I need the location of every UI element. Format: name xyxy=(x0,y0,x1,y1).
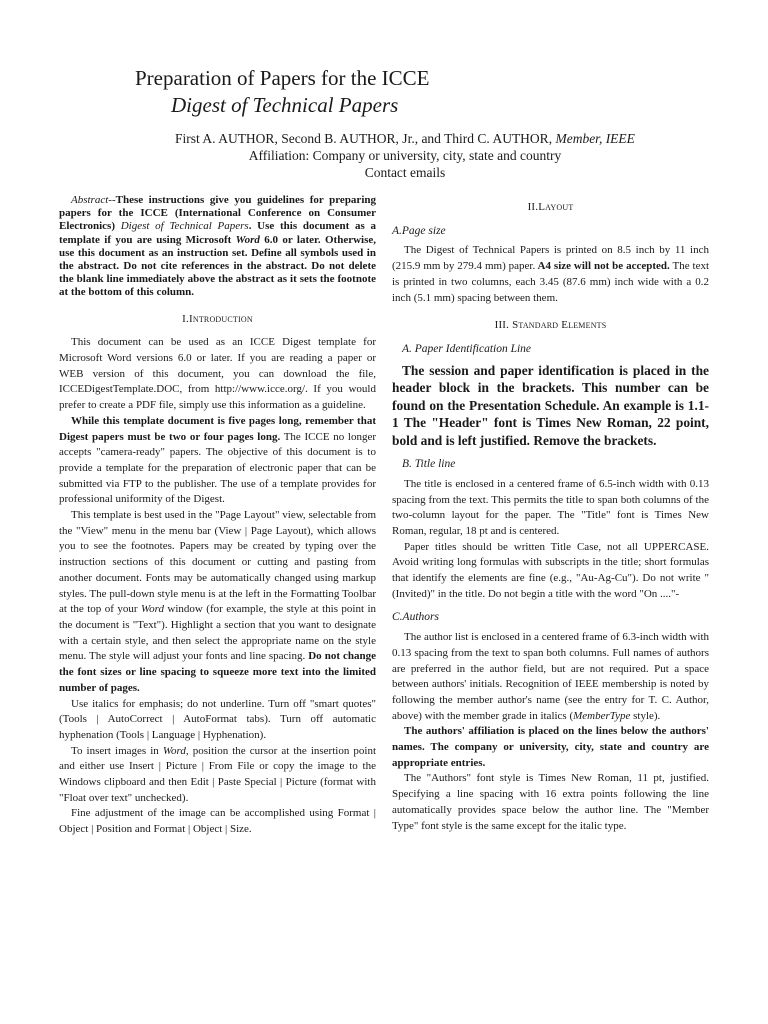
page-size-bold: A4 size will not be accepted. xyxy=(535,260,670,273)
authors-p1-italic: MemberType xyxy=(573,709,631,722)
abstract-part-3: . Use this document as a template if you are using Microsoft xyxy=(59,220,376,246)
paper-title: Preparation of Papers for the ICCE xyxy=(135,66,430,90)
title-line-paragraph-2: Paper titles should be written Title Case, not all UPPERCASE. Avoid writing long formulas with subscripts in the title; short formulas that identify the elements are fine (e.g., "Au-Ag-Cu"). Do not write "(Invited)" in the title. Do not begin a title with the word "On ...."- xyxy=(392,540,709,600)
authors-p1-b: style). xyxy=(630,709,661,722)
paper-id-paragraph: The session and paper identification is placed in the header block in the brackets. This number can be found on the Presentation Schedule. An example is 1.1-1 The "Header" font is Times New Roman, 22 point, bold and is left justified. Remove the brackets. xyxy=(392,362,709,448)
author-block xyxy=(145,130,665,181)
section-heading-layout: II.Layout xyxy=(527,201,574,213)
abstract-part-4: Word xyxy=(235,233,260,246)
intro-p2-bold: While this template document is five pages long, remember that Digest papers must be two or four pages long. xyxy=(59,414,376,443)
intro-p5-a: To insert images in xyxy=(71,744,159,757)
authors-p1-a: The author list is enclosed in a centered frame of 6.3-inch width with 0.13 spacing from the text to span both columns. Full names of authors are preferred in the author field, but are not required. Put a space between authors' initials. Recognition of IEEE membership is noted by following the member author's name (see the entry for T. C. Author, above) with the member grade in italics ( xyxy=(392,631,709,722)
right-column xyxy=(392,194,709,834)
intro-paragraph-1: This document can be used as an ICCE Digest template for Microsoft Word versions 6.0 or later. If you are reading a paper or WEB version of this document, you can download the file, ICCEDigestTemplate.DOC, from http://www.icce.org/. If you would prefer to create a PDF file, simply use this information as a guideline. xyxy=(59,336,376,412)
intro-p3-a: This template is best used in the "Page Layout" view, selectable from the "View" menu in the menu bar (View | Page Layout), which allows you to see the footnotes. Papers may be created by typing over the instruction sections of this document or cutting and pasting from another document. Fonts may be automatically changed using markup styles. The pull-down style menu is at the left in the Formatting Toolbar at the top of your xyxy=(59,509,376,616)
intro-p5-word: Word xyxy=(162,744,186,757)
abstract-part-2: Digest of Technical Papers xyxy=(120,220,249,233)
abstract-part-5: 6.0 or later. Otherwise, use this document as an instruction set. Define all symbols used in the abstract. Do not cite references in the abstract. Do not delete the blank line immediately above the abstract as it sets the footnote at the bottom of this column. xyxy=(59,233,377,299)
page-size-paragraph xyxy=(392,243,709,306)
intro-p2-text: The ICCE no longer accepts "camera-ready" papers. The objective of this document is to provide a template for the preparation of electronic paper that can be submitted via FTP to the publisher. The use of a template provides for professional uniformity of the Digest. xyxy=(59,430,376,506)
page-size-text-a: The Digest of Technical Papers is printed on 8.5 inch by 11 inch (215.9 mm by 279.4 mm) paper. xyxy=(392,244,709,273)
member-grade: Member, IEEE xyxy=(555,131,635,146)
abstract-part-1: These instructions give you guidelines for preparing papers for the ICCE (International Conference on Consumer Electronics) xyxy=(59,194,376,233)
author-names xyxy=(145,130,665,147)
intro-paragraph-4: Use italics for emphasis; do not underline. Turn off "smart quotes" (Tools | AutoCorrect | AutoFormat tabs). Turn off automatic hyphenation (Tools | Language | Hyphenation). xyxy=(59,697,376,741)
intro-paragraph-3 xyxy=(59,508,376,696)
intro-p3-bold: Do not change the font sizes or line spacing to squeeze more text into the limited number of pages. xyxy=(59,650,376,694)
intro-paragraph-6: Fine adjustment of the image can be accomplished using Format | Object | Position and Format | Object | Size. xyxy=(59,807,376,836)
subsection-heading-authors: C.Authors xyxy=(392,611,439,624)
subsection-heading-paper-id: A. Paper Identification Line xyxy=(402,342,532,355)
authors-paragraph-3: The "Authors" font style is Times New Roman, 11 pt, justified. Specifying a line spacing with 16 extra points following the line automatically provides space below the author line. The "Member Type" font style is the same except for the italic type. xyxy=(392,772,709,832)
abstract-label: Abstract xyxy=(71,194,109,206)
contact-emails: Contact emails xyxy=(364,165,446,180)
subsection-heading-page-size: A.Page size xyxy=(392,224,446,237)
section-heading-standard-elements: III. Standard Elements xyxy=(494,319,607,332)
intro-p3-word: Word xyxy=(140,603,164,616)
page-size-text-b: The text is printed in two columns, each 3.45 (87.6 mm) inch wide with a 0.2 inch (5.1 mm) spacing between them. xyxy=(392,260,710,304)
abstract-text xyxy=(59,194,376,300)
intro-paragraph-5 xyxy=(59,744,376,807)
intro-p5-b: , position the cursor at the insertion point and either use Insert | Picture | From File or copy the image to the Windows clipboard and then Edit | Paste Special | Picture (format with "Float over text" unchecked). xyxy=(59,744,377,804)
left-column xyxy=(59,194,376,838)
abstract-dash: -- xyxy=(108,194,116,206)
intro-p3-b: window (for example, the style at this point in the document is "Text"). Highlight a section that you want to designate with a certain style, and then select the appropriate name on the style menu. The style will adjust your fonts and line spacing. xyxy=(59,603,377,663)
title-line-paragraph-1: The title is enclosed in a centered frame of 6.5-inch width with 0.13 spacing from the text. This permits the title to span both columns of the two-column layout for the paper. The "Title" font is Times New Roman, regular, 18 pt and is centered. xyxy=(392,477,709,537)
author-list: First A. AUTHOR, Second B. AUTHOR, Jr., and Third C. AUTHOR, xyxy=(175,131,553,146)
section-heading-introduction: I.Introduction xyxy=(182,312,253,325)
affiliation: Affiliation: Company or university, city, state and country xyxy=(248,148,562,163)
intro-paragraph-2 xyxy=(59,414,376,508)
authors-paragraph-2: The authors' affiliation is placed on the lines below the authors' names. The company or university, city, state and country are appropriate entries. xyxy=(392,725,709,769)
abstract xyxy=(59,194,376,300)
paper-subtitle: Digest of Technical Papers xyxy=(171,93,399,117)
subsection-heading-title-line: B. Title line xyxy=(402,458,456,471)
authors-paragraph-1 xyxy=(392,630,709,724)
